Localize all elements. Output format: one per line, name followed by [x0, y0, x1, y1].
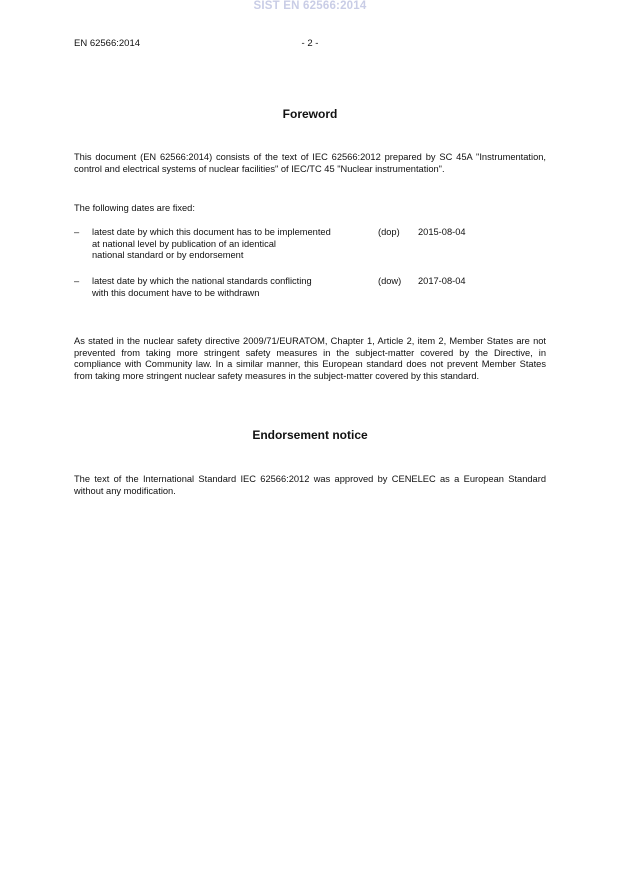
page-number: - 2 - [301, 38, 319, 49]
date-value: 2017-08-04 [418, 276, 466, 286]
watermark: SIST EN 62566:2014 [253, 0, 367, 12]
directive-paragraph: As stated in the nuclear safety directive 2009/71/EURATOM, Chapter 1, Article 2, item 2, Member States are not prevented from taking more stringent safety measures in the subject-matter covered by the Directive, in compliance with Community law. In a similar manner, this European standard does not prevent Member States from taking more stringent nuclear safety measures in the subject-matter covered by this standard. [74, 336, 546, 381]
foreword-intro: This document (EN 62566:2014) consists of the text of IEC 62566:2012 prepared by SC 45A "Instrumentation, control and electrical systems of nuclear facilities" of IEC/TC 45 "Nuclear instrumentation". [74, 152, 546, 174]
list-dash: – [74, 276, 80, 286]
endorsement-text: The text of the International Standard IEC 62566:2012 was approved by CENELEC as a European Standard without any modification. [74, 474, 546, 496]
date-code: (dow) [378, 276, 402, 286]
date-description: latest date by which this document has to be implemented at national level by publication of an identical national standard or by endorsement [92, 227, 331, 261]
endorsement-title: Endorsement notice [252, 428, 368, 442]
document-id: EN 62566:2014 [74, 38, 141, 49]
date-code: (dop) [378, 227, 400, 237]
dates-intro: The following dates are fixed: [74, 203, 195, 213]
foreword-title: Foreword [282, 107, 338, 121]
list-dash: – [74, 227, 80, 237]
date-value: 2015-08-04 [418, 227, 466, 237]
date-description: latest date by which the national standards conflicting with this document have to be withdrawn [92, 276, 312, 298]
